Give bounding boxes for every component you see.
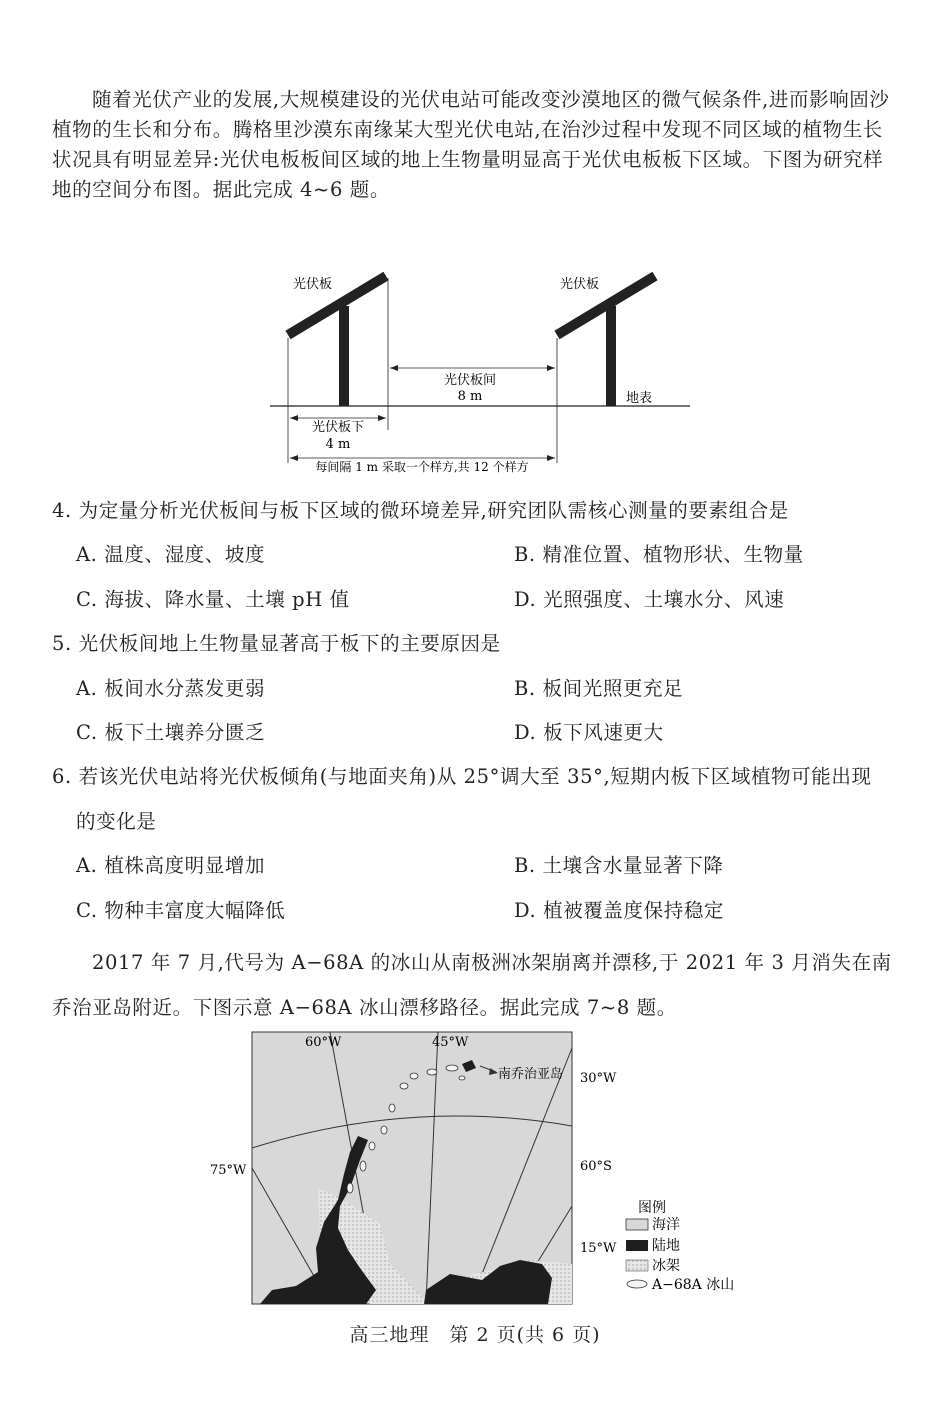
q6-stem-line2: 的变化是	[76, 810, 157, 833]
label-60s: 60°S	[580, 1159, 612, 1174]
solar-panel-diagram	[270, 258, 690, 480]
q6-option-b[interactable]: B. 土壤含水量显著下降	[514, 854, 724, 877]
panel-label-left: 光伏板	[293, 277, 333, 292]
q4-stem: 4. 为定量分析光伏板间与板下区域的微环境差异,研究团队需核心测量的要素组合是	[52, 499, 789, 522]
under-value: 4 m	[325, 437, 351, 452]
label-75w: 75°W	[210, 1163, 247, 1178]
intro-paragraph-2: 2017 年 7 月,代号为 A−68A 的冰山从南极洲冰架崩离并漂移,于 2021 年 3 月消失在南乔治亚岛附近。下图示意 A−68A 冰山漂移路径。据此完成 7~8 题。	[52, 951, 892, 1019]
q5-option-d[interactable]: D. 板下风速更大	[514, 721, 664, 744]
q5-option-b[interactable]: B. 板间光照更充足	[514, 677, 684, 700]
svg-text:冰架: 冰架	[652, 1258, 680, 1274]
svg-text:图例: 图例	[638, 1200, 666, 1216]
q6-stem-line1: 6. 若该光伏电站将光伏板倾角(与地面夹角)从 25°调大至 35°,短期内板下区域植物可能出现	[52, 765, 872, 788]
label-45w: 45°W	[432, 1035, 469, 1050]
svg-text:海洋: 海洋	[652, 1217, 680, 1233]
q6-option-c[interactable]: C. 物种丰富度大幅降低	[76, 899, 286, 922]
q4-option-b[interactable]: B. 精准位置、植物形状、生物量	[514, 543, 804, 566]
map-legend	[626, 1200, 734, 1293]
page-footer: 高三地理 第 2 页(共 6 页)	[349, 1324, 601, 1346]
between-label: 光伏板间	[443, 373, 497, 388]
between-value: 8 m	[457, 389, 483, 404]
q6-option-a[interactable]: A. 植株高度明显增加	[76, 854, 266, 877]
q5-option-c[interactable]: C. 板下土壤养分匮乏	[76, 721, 266, 744]
label-30w: 30°W	[580, 1071, 617, 1086]
panel-label-right: 光伏板	[560, 277, 600, 292]
south-georgia-label: 南乔治亚岛	[498, 1067, 564, 1082]
q5-option-a[interactable]: A. 板间水分蒸发更弱	[76, 677, 266, 700]
under-label: 光伏板下	[311, 420, 365, 435]
label-15w: 15°W	[580, 1241, 617, 1256]
fig1-caption: 每间隔 1 m 采取一个样方,共 12 个样方	[315, 460, 529, 474]
svg-text:陆地: 陆地	[652, 1238, 680, 1254]
intro-paragraph-1: 随着光伏产业的发展,大规模建设的光伏电站可能改变沙漠地区的微气候条件,进而影响固沙植物的生长和分布。腾格里沙漠东南缘某大型光伏电站,在治沙过程中发现不同区域的植物生长状况具有明显差异:光伏电板板间区域的地上生物量明显高于光伏电板板下区域。下图为研究样地的空间分布图。据此完成 4~6 题。	[52, 88, 890, 201]
svg-text:A−68A 冰山: A−68A 冰山	[652, 1277, 735, 1293]
q5-stem: 5. 光伏板间地上生物量显著高于板下的主要原因是	[52, 632, 501, 655]
q4-option-c[interactable]: C. 海拔、降水量、土壤 pH 值	[76, 588, 350, 611]
q6-option-d[interactable]: D. 植被覆盖度保持稳定	[514, 899, 725, 922]
ground-label: 地表	[626, 391, 653, 406]
q4-option-d[interactable]: D. 光照强度、土壤水分、风速	[514, 588, 785, 611]
label-60w: 60°W	[305, 1035, 342, 1050]
q4-option-a[interactable]: A. 温度、湿度、坡度	[76, 543, 266, 566]
iceberg-drift-map	[200, 1028, 760, 1310]
